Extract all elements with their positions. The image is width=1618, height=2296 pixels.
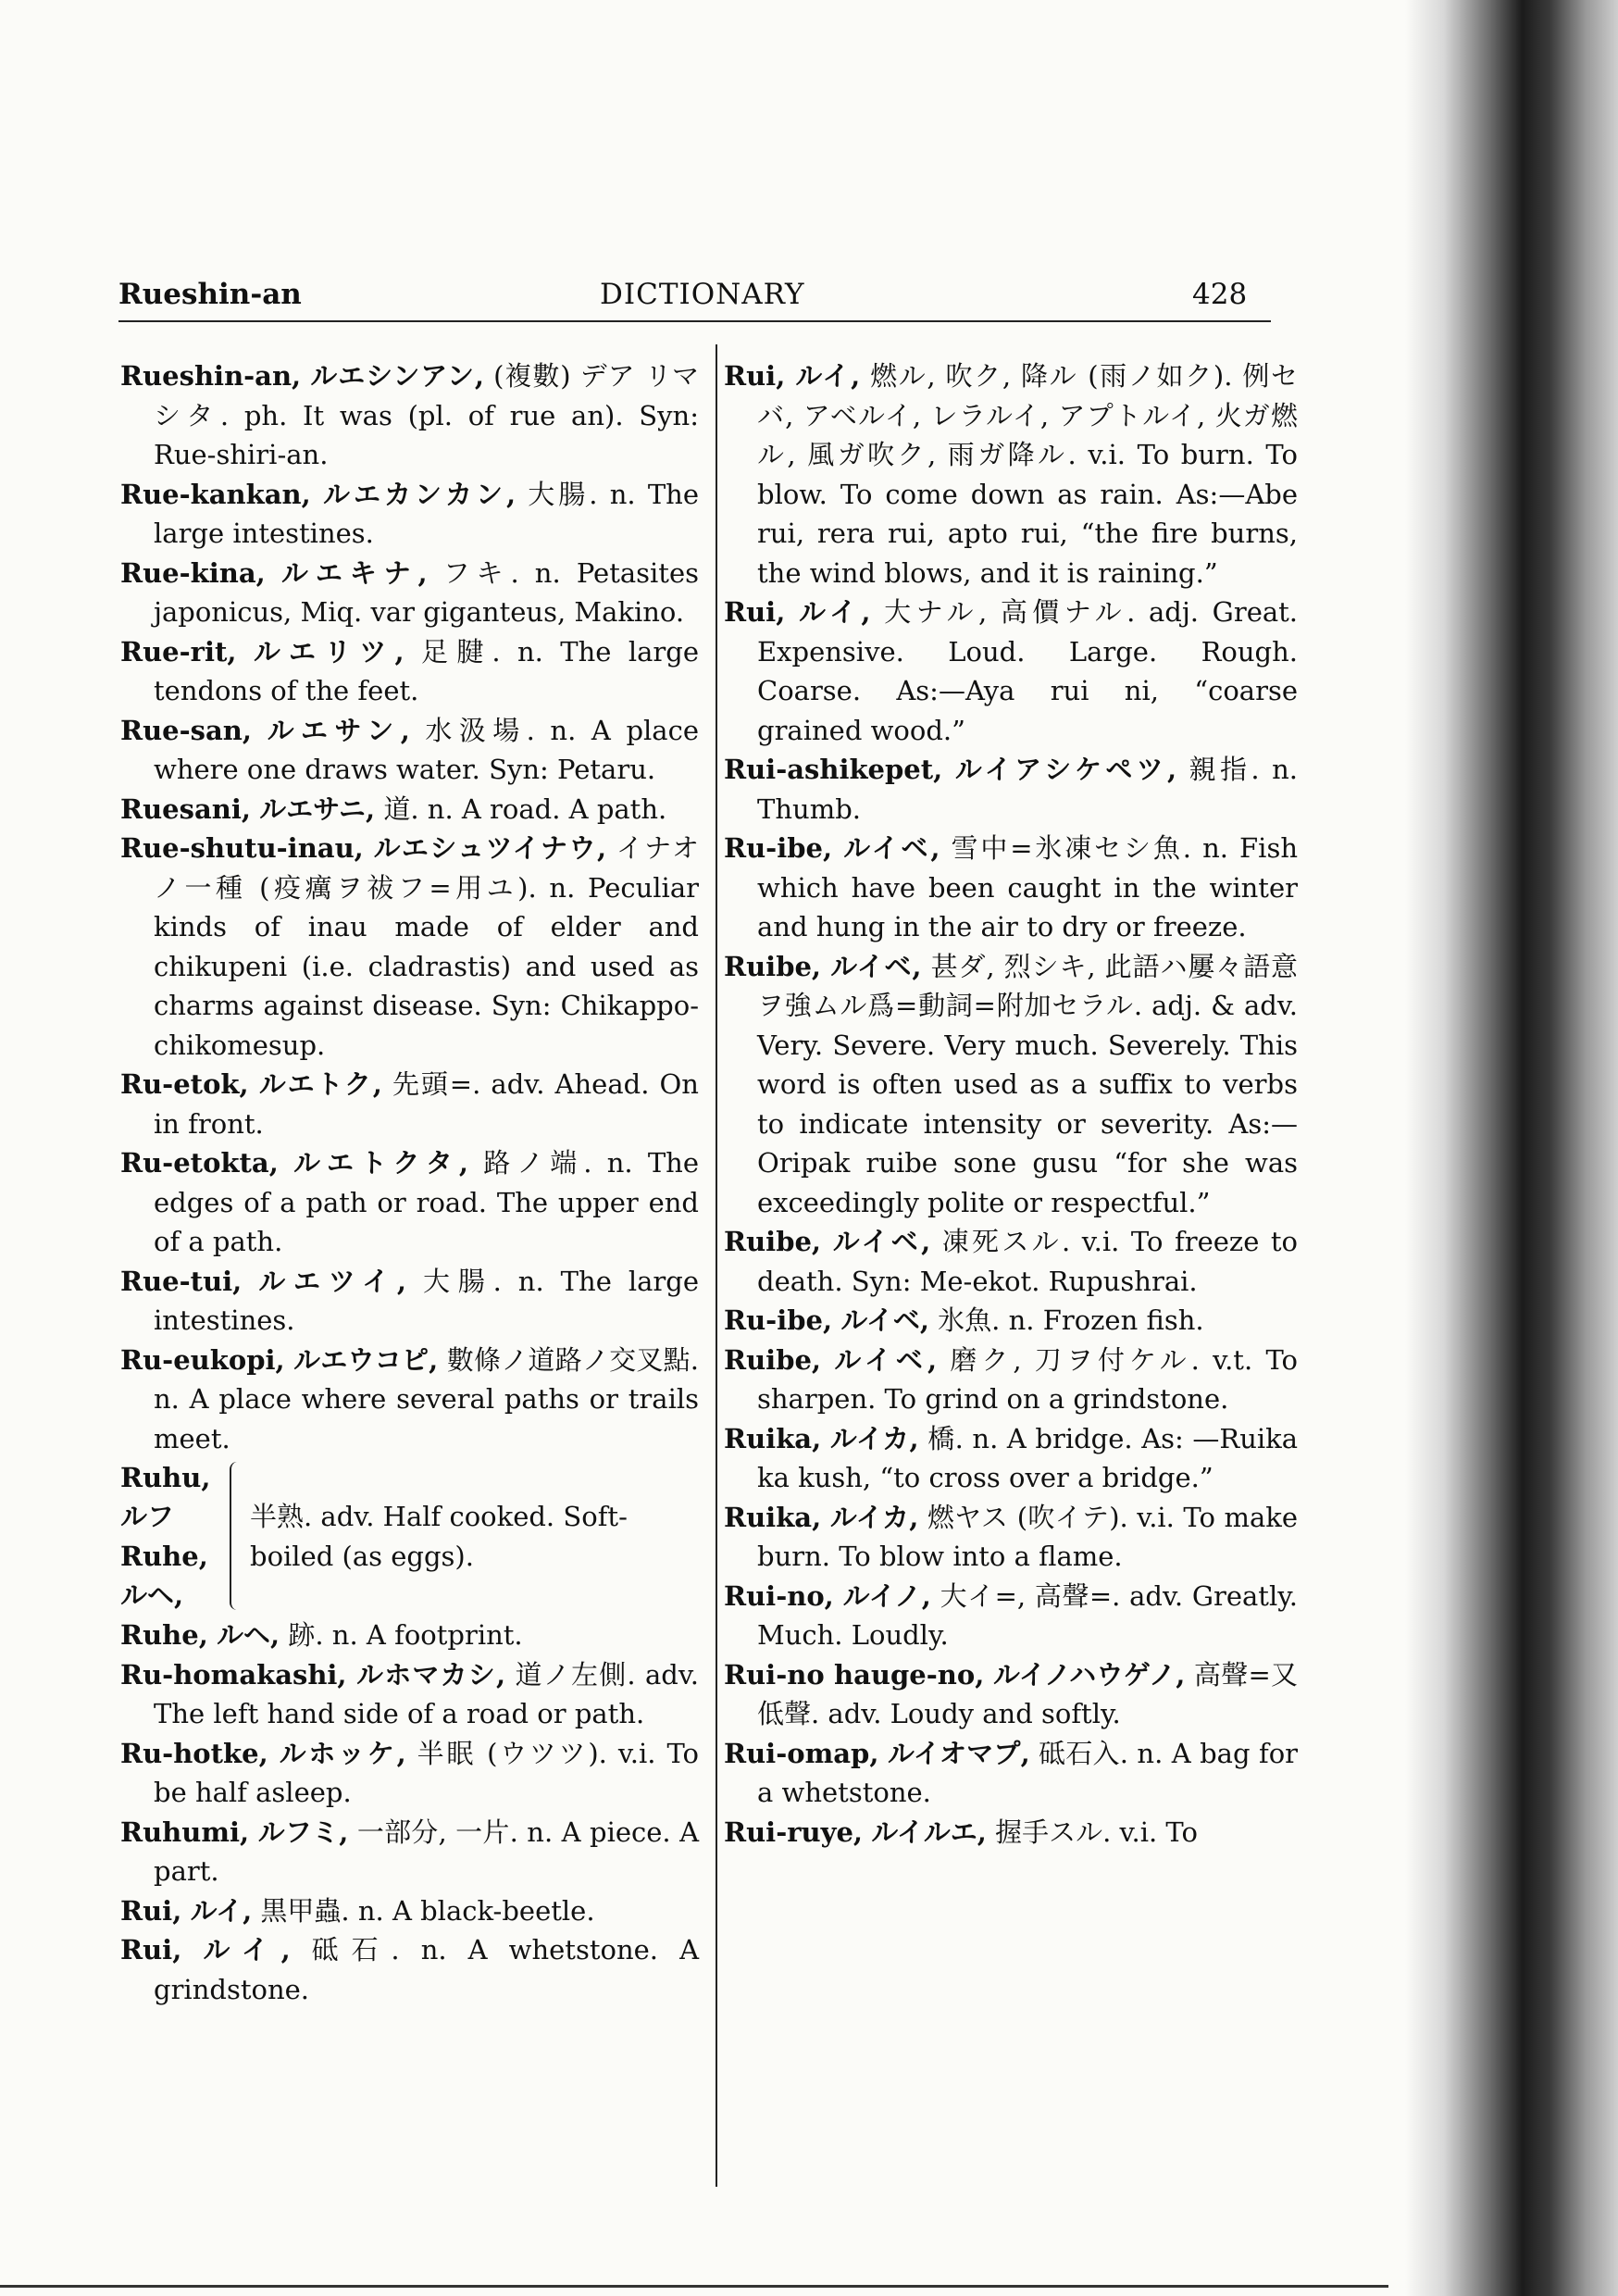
dictionary-entry xyxy=(724,593,1298,750)
entry-headword: Rui-omap, xyxy=(724,1737,879,1769)
dictionary-entry xyxy=(120,475,699,554)
entry-headword: Rui-no hauge-no, xyxy=(724,1658,985,1691)
page-number: 428 xyxy=(1192,278,1248,311)
entry-headword: Rui-ruye, xyxy=(724,1816,863,1848)
entry-kana: ルフミ, xyxy=(257,1816,349,1848)
entry-definition: 大ナル, 高價ナル. adj. Great. Expensive. Loud. Large. Rough. Coarse. As:—Aya rui ni, “coarse grained wood.” xyxy=(757,596,1299,746)
entry-kana: ルエシュツイナウ, xyxy=(373,832,607,864)
dictionary-entry xyxy=(120,356,699,475)
dictionary-entry xyxy=(120,1616,699,1655)
entry-kana: ルエカンカン, xyxy=(322,478,517,510)
dictionary-entry xyxy=(724,1577,1298,1655)
dictionary-entry xyxy=(120,829,699,1065)
dictionary-entry xyxy=(724,829,1298,947)
entry-headword: Ru-homakashi, xyxy=(120,1658,347,1691)
entry-definition: 磨ク, 刀ヲ付ケル. v.t. To sharpen. To grind on a grindstone. xyxy=(757,1343,1298,1415)
entry-kana: ルイノ, xyxy=(842,1579,931,1612)
entry-headword: Rue-tui, xyxy=(120,1265,243,1297)
entry-kana: ルエサニ, xyxy=(259,792,376,825)
entry-kana: ルエキナ, xyxy=(280,556,428,589)
entry-definition: 橋. n. A bridge. As: —Ruika ka kush, “to cross over a bridge.” xyxy=(757,1422,1299,1493)
entry-definition: 砥石入. n. A bag for a whetstone. xyxy=(757,1737,1299,1808)
entry-definition: 大イ=, 高聲=. adv. Greatly. Much. Loudly. xyxy=(757,1579,1298,1651)
dictionary-entry xyxy=(120,1143,699,1262)
entry-kana: ルイベ, xyxy=(830,950,922,982)
entry-definition: 凍死スル. v.i. To freeze to death. Syn: Me-ekot. Rupushrai. xyxy=(757,1226,1299,1297)
curly-brace xyxy=(230,1462,244,1610)
entry-kana: ルイベ, xyxy=(843,832,940,864)
entry-definition: 黒甲蟲. n. A black-beetle. xyxy=(260,1894,595,1927)
column-divider xyxy=(716,344,717,2187)
entry-kana: ルイ, xyxy=(190,1894,253,1927)
dictionary-entry xyxy=(120,1655,699,1734)
entry-headword: Ruibe, xyxy=(724,950,822,982)
entry-headword: Ru-ibe, xyxy=(724,832,833,864)
entry-headword: Rue-san, xyxy=(120,714,252,746)
entry-kana: ルイ, xyxy=(795,360,861,392)
entry-headword: Ruhumi, xyxy=(120,1816,250,1848)
entry-kana: ルエトクタ, xyxy=(293,1147,469,1179)
entry-definition: フキ. n. Petasites japonicus, Miq. var giganteus, Makino. xyxy=(154,556,700,628)
entry-definition: (複數) デア リマシタ. ph. It was (pl. of rue an). Syn: Rue-shiri-an. xyxy=(154,360,700,470)
entry-kana: ルイ, xyxy=(798,596,871,628)
entry-kana: ルイノハウゲノ, xyxy=(992,1658,1186,1691)
entry-kana: ルホマカシ, xyxy=(355,1658,506,1691)
dictionary-entry xyxy=(120,1930,699,2009)
entry-definition: 水汲場. n. A place where one draws water. Syn: Petaru. xyxy=(154,714,700,785)
entry-headword: Rue-rit, xyxy=(120,635,237,668)
entry-definition: 高聲=又低聲. adv. Loudy and softly. xyxy=(757,1658,1299,1729)
dictionary-entry xyxy=(724,1419,1298,1498)
entry-definition: 大腸. n. The large intestines. xyxy=(154,1265,699,1336)
entry-definition: 路ノ端. n. The edges of a path or road. The upper end of a path. xyxy=(154,1147,700,1257)
scan-bottom-edge xyxy=(0,2285,1388,2288)
entry-headword: Ru-hotke, xyxy=(120,1737,268,1769)
entry-definition: 砥石. n. A whetstone. A grindstone. xyxy=(154,1934,700,2005)
entry-definition: 燃ル, 吹ク, 降ル (雨ノ如ク). 例セバ, アベルイ, レラルイ, アプトルイ, 火ガ燃ル, 風ガ吹ク, 雨ガ降ル. v.i. To burn. To blow. To come down as rain. As:—Abe rui, rera rui, apto rui, “the fire burns, the wind blows, and it is raining.” xyxy=(757,360,1298,589)
dictionary-entry xyxy=(120,1065,699,1143)
entry-headword: Ruibe, xyxy=(724,1226,822,1257)
entry-kana: ルエサン, xyxy=(267,714,410,746)
entry-definition: イナオノ一種 (疫癘ヲ祓フ=用ユ). n. Peculiar kinds of inau made of elder and chikupeni (i.e. cladrastis) and used as charms against disease. Syn: Chikappo-chikomesup. xyxy=(154,832,700,1061)
entry-definition: 握手スル. v.i. To xyxy=(995,1816,1198,1848)
entry-kana: ルヘ, xyxy=(217,1619,280,1651)
entry-kana: ルイルエ, xyxy=(871,1816,987,1848)
entry-kana: ルイベ, xyxy=(834,1343,938,1376)
entry-headword: Ru-ibe, xyxy=(724,1304,833,1336)
entry-kana: ルエリツ, xyxy=(253,635,404,668)
dictionary-entry xyxy=(724,1655,1298,1734)
entry-kana: ルイカ, xyxy=(829,1501,919,1533)
entry-definition: 跡. n. A footprint. xyxy=(288,1619,523,1651)
entry-kana: ルエトク, xyxy=(258,1068,382,1100)
entry-definition: 大腸. n. The large intestines. xyxy=(154,478,699,549)
entry-definition: 氷魚. n. Frozen fish. xyxy=(938,1304,1204,1336)
entry-headword: Ru-etok, xyxy=(120,1068,249,1100)
entry-headword: Rui, xyxy=(724,360,786,392)
entry-headword: Rui, xyxy=(120,1894,182,1927)
page-header xyxy=(118,268,1266,311)
entry-headword: Rue-kankan, xyxy=(120,478,311,510)
entry-headword: Ruika, xyxy=(724,1422,822,1454)
entry-definition: 先頭=. adv. Ahead. On in front. xyxy=(154,1068,699,1140)
left-column xyxy=(120,356,699,2009)
entry-definition: 道ノ左側. adv. The left hand side of a road or path. xyxy=(154,1658,700,1729)
brace-headword: Ruhu, xyxy=(120,1462,211,1493)
dictionary-entry xyxy=(120,1341,699,1459)
entry-headword: Rueshin-an, xyxy=(120,360,302,392)
entry-headword: Rui-ashikepet, xyxy=(724,754,943,785)
dictionary-entry xyxy=(724,1341,1298,1419)
entry-kana: ルイカ, xyxy=(829,1422,919,1454)
entry-definition: 親指. n. Thumb. xyxy=(757,754,1298,825)
dictionary-entry xyxy=(120,790,699,830)
dictionary-entry xyxy=(724,750,1298,829)
entry-definition: 足腱. n. The large tendons of the feet. xyxy=(154,635,699,706)
dictionary-entry xyxy=(724,356,1298,593)
running-title: DICTIONARY xyxy=(600,278,805,311)
entry-definition: 一部分, 一片. n. A piece. A part. xyxy=(154,1816,700,1887)
dictionary-entry xyxy=(120,1891,699,1931)
brace-definition: 半熟. adv. Half cooked. Soft-boiled (as eggs). xyxy=(250,1501,628,1572)
dictionary-entry xyxy=(120,711,699,790)
entry-kana: ルエウコピ, xyxy=(293,1343,439,1376)
entry-headword: Rue-kina, xyxy=(120,556,266,589)
entry-headword: Ruibe, xyxy=(724,1343,822,1376)
brace-kana: ルヘ, xyxy=(120,1579,184,1611)
entry-headword: Ruhe, xyxy=(120,1619,208,1651)
entry-headword: Ru-eukopi, xyxy=(120,1343,285,1376)
brace-entry xyxy=(120,1458,699,1616)
entry-kana: ルイオマプ, xyxy=(887,1737,1030,1769)
brace-headword: Ruhe, xyxy=(120,1541,208,1572)
entry-kana: ルエツイ, xyxy=(258,1265,407,1297)
dictionary-entry xyxy=(120,1734,699,1813)
entry-kana: ルエシンアン, xyxy=(310,360,485,392)
entry-headword: Ru-etokta, xyxy=(120,1147,279,1179)
dictionary-entry xyxy=(120,1813,699,1891)
dictionary-entry xyxy=(724,1301,1298,1341)
entry-definition: 雪中=氷凍セシ魚. n. Fish which have been caught in the winter and hung in the air to dry or freeze. xyxy=(757,832,1299,942)
dictionary-entry xyxy=(724,1734,1298,1813)
entry-definition: 燃ヤス (吹イテ). v.i. To make burn. To blow into a flame. xyxy=(757,1501,1299,1572)
entry-headword: Rui, xyxy=(120,1934,182,1965)
scan-binding-shadow xyxy=(1405,0,1618,2296)
entry-kana: ルホッケ, xyxy=(279,1737,406,1769)
dictionary-entry xyxy=(724,1222,1298,1301)
entry-headword: Rui, xyxy=(724,596,786,628)
entry-headword: Rue-shutu-inau, xyxy=(120,832,364,864)
brace-kana: ルフ xyxy=(120,1501,175,1532)
entry-headword: Ruesani, xyxy=(120,792,251,825)
dictionary-entry xyxy=(120,1262,699,1341)
entry-definition: 數條ノ道路ノ交叉點. n. A place where several paths or trails meet. xyxy=(154,1343,700,1454)
running-headword: Rueshin-an xyxy=(118,278,302,311)
entry-definition: 道. n. A road. A path. xyxy=(383,792,667,825)
entry-headword: Rui-no, xyxy=(724,1579,834,1612)
entry-definition: 半眠 (ウツツ). v.i. To be half asleep. xyxy=(154,1737,700,1808)
entry-kana: ルイベ, xyxy=(832,1226,931,1257)
dictionary-entry xyxy=(724,1498,1298,1577)
header-rule xyxy=(118,320,1271,322)
dictionary-entry xyxy=(724,947,1298,1223)
dictionary-entry xyxy=(120,554,699,632)
entry-definition: 甚ダ, 烈シキ, 此語ハ屢々語意ヲ強ムル爲=動詞=附加セラル. adj. & adv. Very. Severe. Very much. Severely. This word is often used as a suffix to verbs to indicate intensity or severity. As:—Oripak ruibe sone gusu “for she was exceedingly polite or respectful.” xyxy=(757,950,1299,1218)
dictionary-entry xyxy=(724,1813,1298,1853)
entry-kana: ルイベ, xyxy=(840,1304,929,1336)
dictionary-entry xyxy=(120,632,699,711)
right-column xyxy=(724,356,1298,1852)
entry-kana: ルイ, xyxy=(203,1934,291,1965)
entry-kana: ルイアシケペツ, xyxy=(954,754,1177,785)
entry-headword: Ruika, xyxy=(724,1501,822,1533)
